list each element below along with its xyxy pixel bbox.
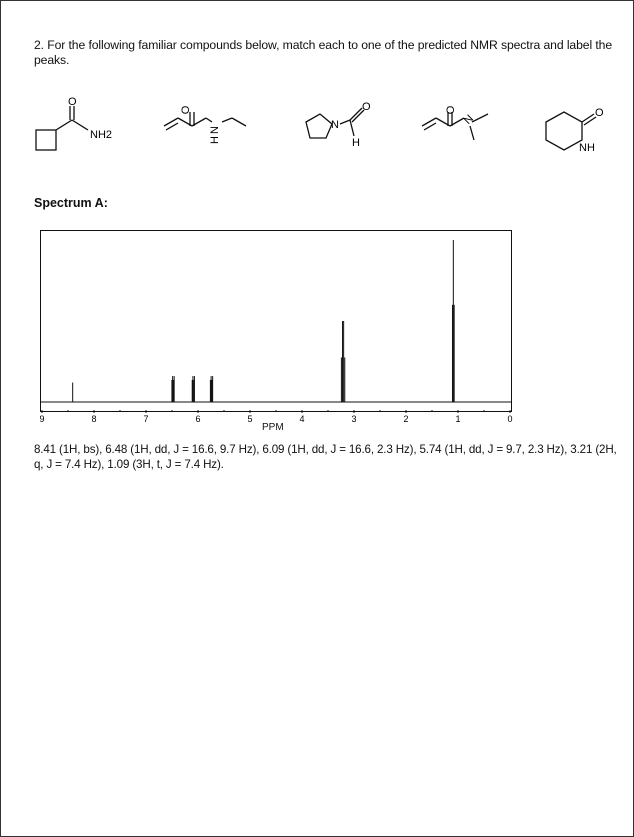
tick-label: 8 xyxy=(91,414,97,424)
hydrogen-label: H xyxy=(209,136,221,144)
axis-label: PPM xyxy=(262,422,284,433)
oxygen-label: O xyxy=(362,101,371,113)
oxygen-label: O xyxy=(595,107,604,119)
nh-label: NH xyxy=(579,142,595,154)
tick-label: 4 xyxy=(299,414,305,424)
peak-3.21 xyxy=(341,321,344,402)
tick-label: 2 xyxy=(403,414,409,424)
tick-label: 3 xyxy=(351,414,357,424)
compound-pyrrolidine-carbaldehyde xyxy=(292,92,392,172)
question-text: 2. For the following familiar compounds below, match each to one of the predicted NMR spectra and label the peaks. xyxy=(34,38,613,67)
tick-label: 5 xyxy=(247,414,253,424)
tick-label: 7 xyxy=(143,414,149,424)
compound-row xyxy=(0,92,634,172)
compound-2-piperidinone xyxy=(534,92,624,172)
nitrogen-label: N xyxy=(331,119,339,131)
peak-1.09 xyxy=(452,240,454,402)
spectrum-title: Spectrum A: xyxy=(34,196,108,210)
tick-label: 0 xyxy=(507,414,513,424)
tick-label: 1 xyxy=(455,414,461,424)
nitrogen-label: N xyxy=(209,126,221,134)
oxygen-label: O xyxy=(445,105,457,115)
tick-label: 9 xyxy=(39,414,45,424)
plot-frame xyxy=(41,231,512,412)
nitrogen-label: N xyxy=(461,112,476,127)
peak-6.48 xyxy=(172,376,174,402)
hydrogen-label: H xyxy=(352,137,360,149)
peak-5.74 xyxy=(210,376,212,402)
peak-list-text: 8.41 (1H, bs), 6.48 (1H, dd, J = 16.6, 9.7 Hz), 6.09 (1H, dd, J = 16.6, 2.3 Hz), 5.74 (1H, dd, J = 9.7, 2.3 Hz), 3.21 (2H, q, J = 7.4 Hz), 1.09 (3H, t, J = 7.4 Hz). xyxy=(34,443,617,471)
amine-label: NH2 xyxy=(90,129,113,141)
oxygen-label: O xyxy=(68,96,77,108)
tick-label: 6 xyxy=(195,414,201,424)
peak-6.09 xyxy=(192,376,194,402)
compound-n-n-dimethylacrylamide xyxy=(418,92,518,172)
nmr-spectrum-plot xyxy=(40,230,512,412)
compound-n-ethylacrylamide xyxy=(160,92,270,172)
oxygen-label: O xyxy=(180,105,192,115)
compound-cyclobutanecarboxamide xyxy=(28,92,128,172)
